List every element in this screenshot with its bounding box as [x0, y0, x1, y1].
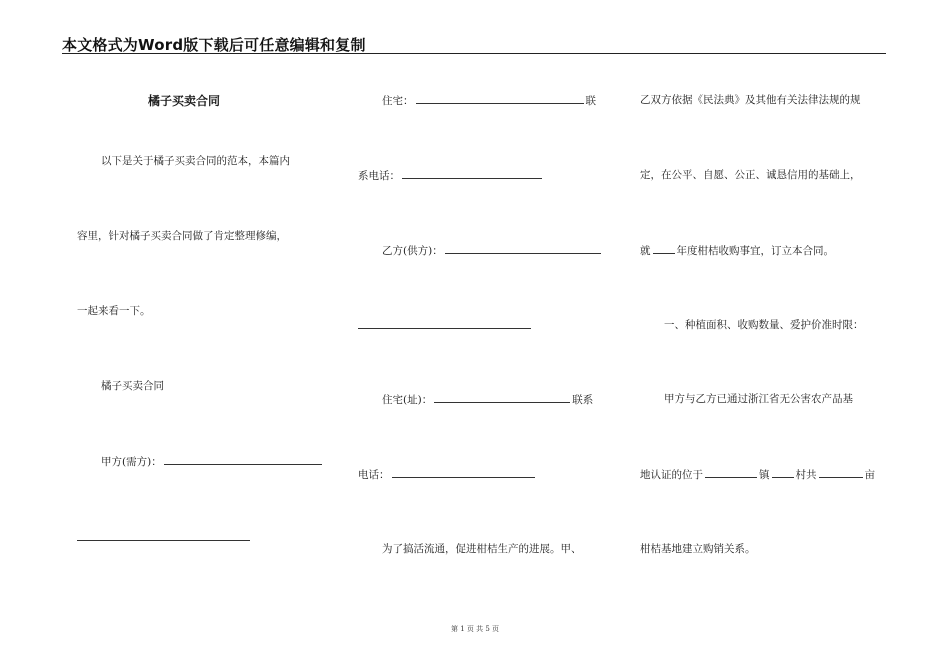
address-2-tail: 联系: [572, 394, 594, 406]
party-a-label: 甲方(需方)：: [101, 456, 162, 468]
phone-1-line: [358, 168, 544, 183]
section-1-heading: 一、种植面积、收购数量、爱护价准时限：: [664, 319, 864, 331]
page-number: 第 1 页 共 5 页: [450, 625, 500, 633]
intro-line-2: 容里，针对橘子买卖合同做了肯定整理修编，: [77, 230, 287, 242]
address-1-line: [382, 93, 596, 108]
address-2-label: 住宅(址)：: [382, 394, 433, 406]
phone-2-blank: [392, 467, 535, 478]
address-1-label: 住宅：: [382, 95, 414, 107]
year-blank: [653, 243, 675, 254]
area-blank: [819, 467, 863, 478]
phone-2-label: 电话：: [358, 469, 390, 481]
certification-line-3: 柑桔基地建立购销关系。: [640, 543, 756, 555]
law-line-3-rest: 年度柑桔收购事宜，订立本合同。: [676, 245, 834, 257]
town-label: 镇: [759, 469, 770, 481]
party-a-blank-continued: [77, 540, 250, 541]
address-2-line: [382, 392, 593, 407]
law-line-3-prefix: 就: [640, 245, 651, 257]
intro-line-3: 一起来看一下。: [77, 305, 151, 317]
area-unit: 亩: [864, 469, 875, 481]
page-header-title: 本文格式为Word版下载后可任意编辑和复制: [62, 36, 366, 54]
certification-line-1: 甲方与乙方已通过浙江省无公害农产品基: [664, 393, 853, 405]
law-line-1: 乙双方依据《民法典》及其他有关法律法规的规: [640, 94, 861, 106]
header-divider: [62, 53, 886, 54]
party-b-blank: [445, 243, 601, 254]
address-1-tail: 联: [585, 95, 596, 107]
law-line-3: [640, 243, 834, 258]
purpose-line: 为了搞活流通，促进柑桔生产的进展。甲、: [382, 543, 582, 555]
party-b-line: [382, 243, 603, 258]
phone-2-line: [358, 467, 537, 482]
phone-1-blank: [402, 168, 542, 179]
phone-1-label: 系电话：: [358, 170, 400, 182]
party-a-line: [101, 454, 324, 469]
party-b-label: 乙方(供方)：: [382, 245, 443, 257]
party-a-blank: [164, 454, 322, 465]
certification-line-2: [640, 467, 875, 482]
document-title: 橘子买卖合同: [148, 94, 221, 108]
law-line-2: 定，在公平、自愿、公正、诚恳信用的基础上，: [640, 169, 861, 181]
village-label: 村共: [795, 469, 817, 481]
contract-subtitle: 橘子买卖合同: [101, 380, 164, 392]
address-1-blank: [416, 93, 584, 104]
location-label: 地认证的位于: [640, 469, 703, 481]
party-b-blank-continued: [358, 328, 531, 329]
address-2-blank: [434, 392, 570, 403]
town-blank: [705, 467, 757, 478]
intro-line-1: 以下是关于橘子买卖合同的范本，本篇内: [101, 155, 290, 167]
village-blank: [772, 467, 794, 478]
